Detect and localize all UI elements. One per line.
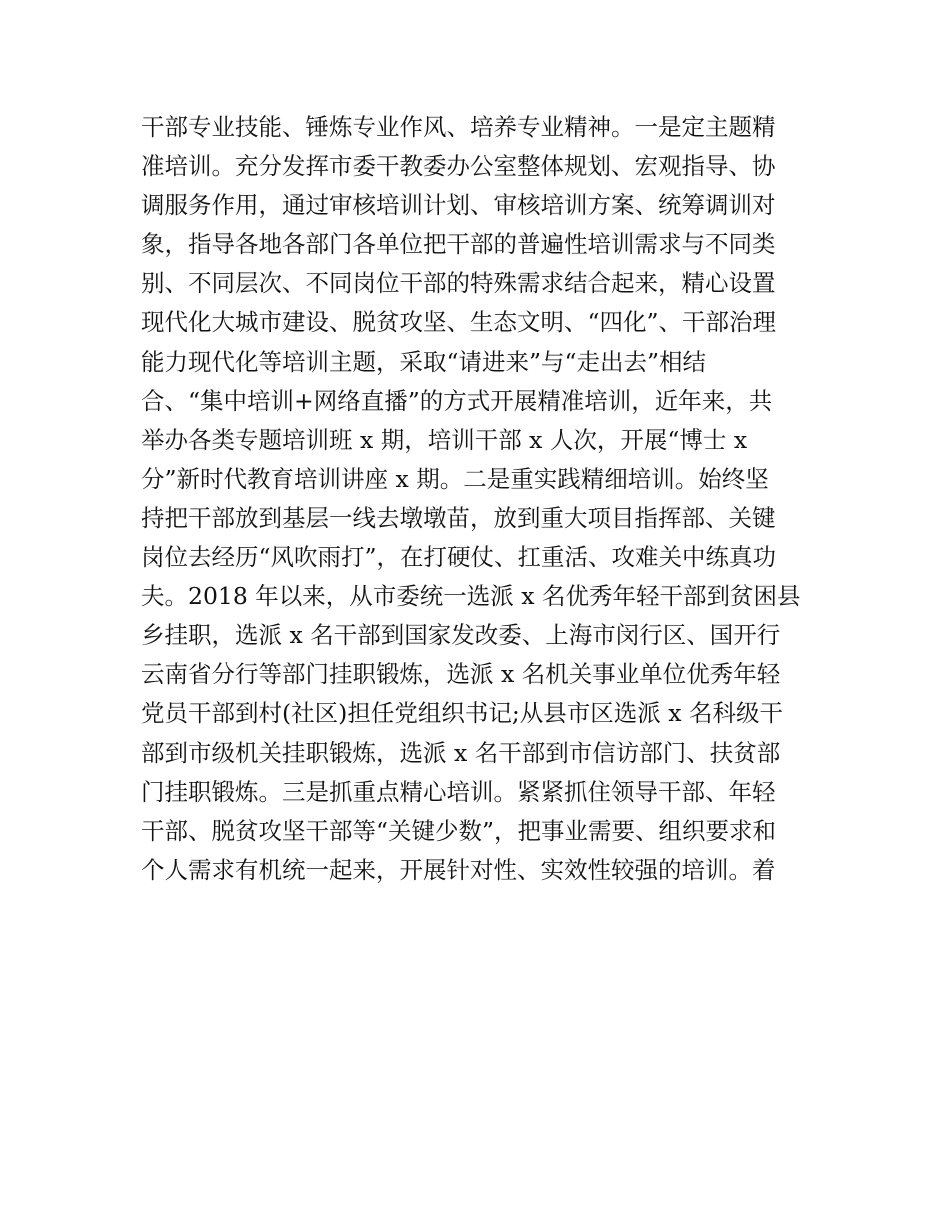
body-text xyxy=(141,108,831,890)
text-line: 乡挂职，选派 x 名干部到国家发改委、上海市闵行区、国开行 xyxy=(141,621,781,650)
text-line: 干部专业技能、锤炼专业作风、培养专业精神。一是定主题精 xyxy=(141,113,776,141)
text-line: 准培训。充分发挥市委干教委办公室整体规划、宏观指导、协 xyxy=(141,152,776,181)
text-line: 门挂职锻炼。三是抓重点精心培训。紧紧抓住领导干部、年轻 xyxy=(141,777,776,806)
text-line: 云南省分行等部门挂职锻炼，选派 x 名机关事业单位优秀年轻 xyxy=(141,660,781,689)
text-line: 合、“集中培训+网络直播”的方式开展精准培训，近年来，共 xyxy=(141,386,773,415)
text-line: 调服务作用，通过审核培训计划、审核培训方案、统筹调训对 xyxy=(141,191,776,220)
text-line: 举办各类专题培训班 x 期，培训干部 x 人次，开展“博士 x xyxy=(141,425,748,454)
text-line: 夫。2018 年以来，从市委统一选派 x 名优秀年轻干部到贫困县 xyxy=(141,582,801,611)
text-line: 党员干部到村(社区)担任党组织书记;从县市区选派 x 名科级干 xyxy=(141,699,783,728)
text-line: 个人需求有机统一起来，开展针对性、实效性较强的培训。着 xyxy=(141,855,776,884)
text-line: 干部、脱贫攻坚干部等“关键少数”，把事业需要、组织要求和 xyxy=(141,816,777,845)
text-line: 岗位去经历“风吹雨打”，在打硬仗、扛重活、攻难关中练真功 xyxy=(141,543,777,572)
text-line: 象，指导各地各部门各单位把干部的普遍性培训需求与不同类 xyxy=(141,230,776,259)
text-line: 持把干部放到基层一线去墩墩苗，放到重大项目指挥部、关键 xyxy=(141,503,776,532)
text-line: 别、不同层次、不同岗位干部的特殊需求结合起来，精心设置 xyxy=(141,269,776,298)
text-line: 现代化大城市建设、脱贫攻坚、生态文明、“四化”、干部治理 xyxy=(141,308,777,337)
text-line: 能力现代化等培训主题，采取“请进来”与“走出去”相结 xyxy=(141,347,707,376)
text-line: 分”新时代教育培训讲座 x 期。二是重实践精细培训。始终坚 xyxy=(141,464,769,493)
text-line: 部到市级机关挂职锻炼，选派 x 名干部到市信访部门、扶贫部 xyxy=(141,738,781,767)
